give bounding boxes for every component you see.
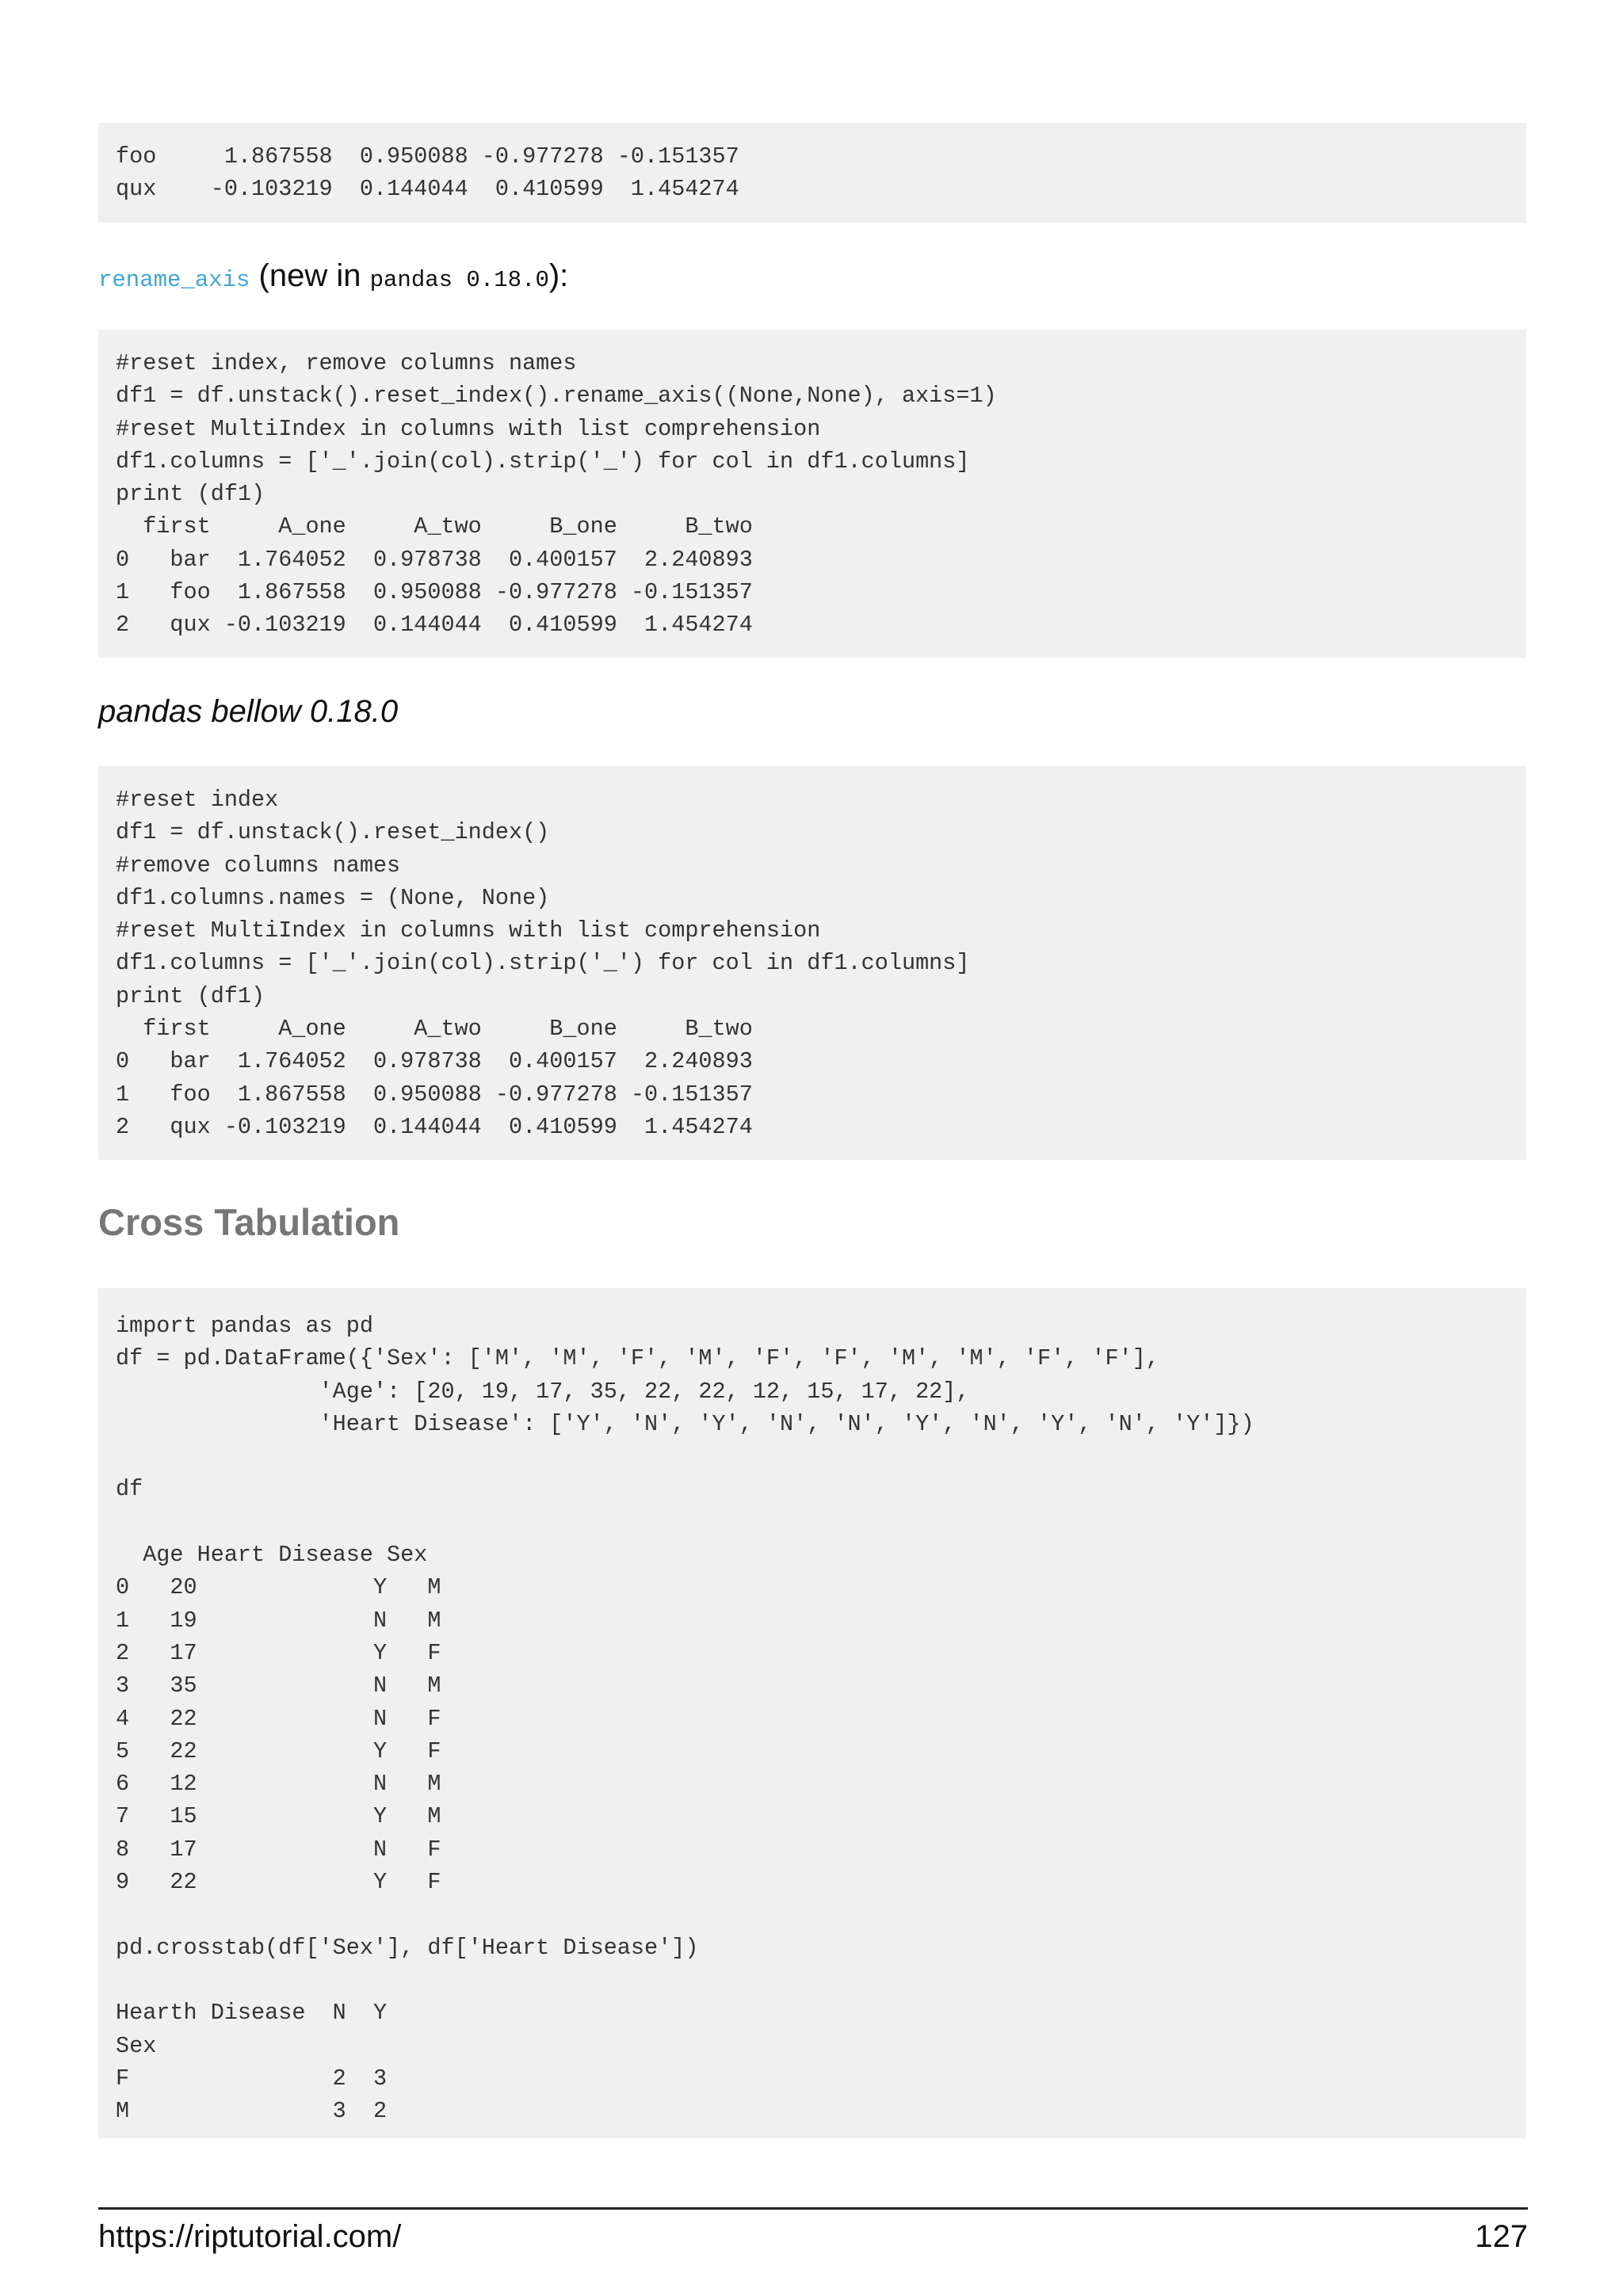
code-block-rename-axis: #reset index, remove columns names df1 = df.unstack().reset_index().rename_axis((None,None), axis=1) #reset MultiIndex in columns with list comprehension df1.columns = ['_'.join(col).strip('_') for col in df1.columns] print (df1) first A_one A_two B_one B_two 0 bar 1.764052 0.978738 0.400157 2.240893 1 foo 1.867558 0.950088 -0.977278 -0.151357 2 qux -0.103219 0.144044 0.410599 1.454274: [98, 330, 1526, 658]
code-block-legacy-pandas: #reset index df1 = df.unstack().reset_index() #remove columns names df1.columns.names = (None, None) #reset MultiIndex in columns with list comprehension df1.columns = ['_'.join(col).strip('_') for col in df1.columns] print (df1) first A_one A_two B_one B_two 0 bar 1.764052 0.978738 0.400157 2.240893 1 foo 1.867558 0.950088 -0.977278 -0.151357 2 qux -0.103219 0.144044 0.410599 1.454274: [98, 766, 1526, 1160]
rename-axis-link[interactable]: rename_axis: [98, 267, 250, 293]
rename-axis-text-2: ):: [548, 258, 569, 293]
pandas-version-code: pandas 0.18.0: [369, 267, 549, 293]
pandas-below-heading: pandas bellow 0.18.0: [98, 694, 399, 729]
footer-url[interactable]: https://riptutorial.com/: [98, 2219, 402, 2254]
footer-divider: [98, 2207, 1528, 2210]
rename-axis-text-1: (new in: [250, 258, 370, 293]
code-block-output-tail: foo 1.867558 0.950088 -0.977278 -0.151357 qux -0.103219 0.144044 0.410599 1.454274: [98, 123, 1526, 223]
page-number: 127: [1475, 2219, 1528, 2254]
rename-axis-intro: [98, 255, 568, 301]
code-block-crosstab: import pandas as pd df = pd.DataFrame({'Sex': ['M', 'M', 'F', 'M', 'F', 'F', 'M', 'M', 'F', 'F'], 'Age': [20, 19, 17, 35, 22, 22, 12, 15, 17, 22], 'Heart Disease': ['Y', 'N', 'Y', 'N', 'N', 'Y', 'N', 'Y', 'N', 'Y']}) df Age Heart Disease Sex 0 20 Y M 1 19 N M 2 17 Y F 3 35 N M 4 22 N F 5 22 Y F 6 12 N M 7 15 Y M 8 17 N F 9 22 Y F pd.crosstab(df['Sex'], df['Heart Disease']) Hearth Disease N Y Sex F 2 3 M 3 2: [98, 1288, 1526, 2138]
section-heading-cross-tabulation: Cross Tabulation: [98, 1201, 400, 1243]
